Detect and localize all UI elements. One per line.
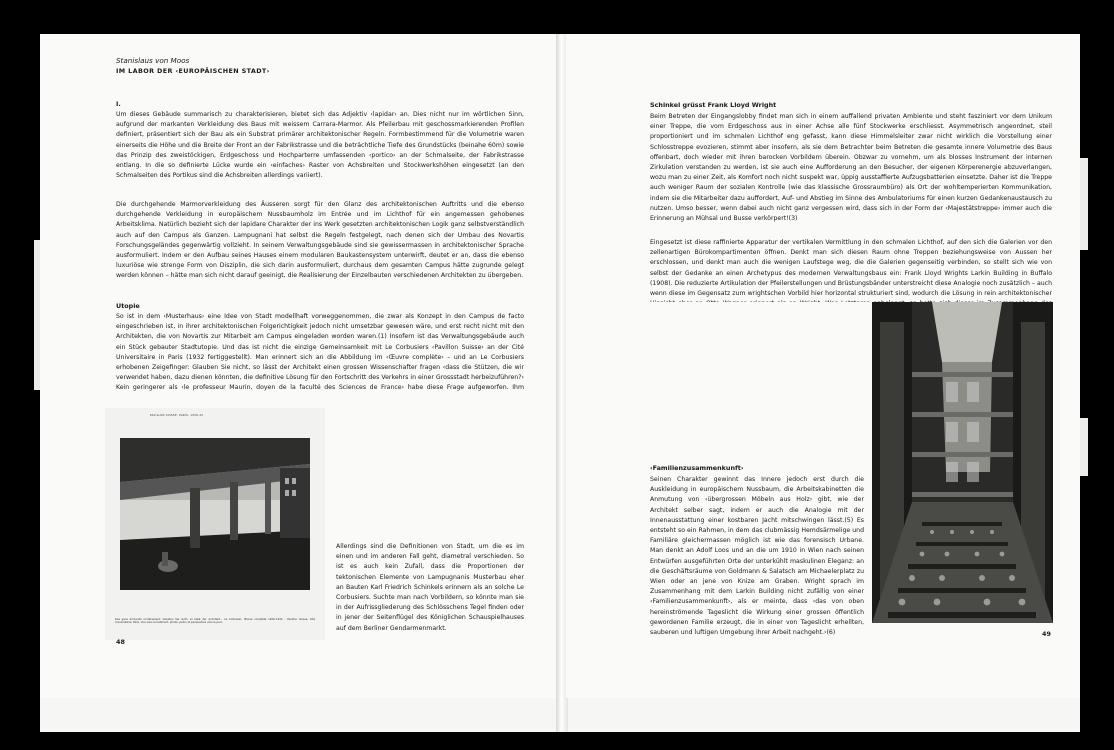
essay-title: IM LABOR DER ‹EUROPÄISCHEN STADT›	[116, 67, 270, 75]
photo-header: PAVILLON SUISSE, PARIS, 1930-32	[150, 414, 204, 417]
photo-caption: Des gens éminents s'intéressent: Glauben Sie nicht, so lässt der Architekt... Le Corbusier, Œuvre complète 1929–1934 – Pavillon Suisse, Cité Universitaire, Paris. Vue sous le bâtiment, pilotis, jardin et perspective vers le parc.	[115, 618, 315, 625]
pavillon-suisse-photo	[120, 438, 310, 590]
larkin-building-photo	[872, 302, 1053, 623]
paragraph-2: Die durchgehende Marmorverkleidung des Äusseren sorgt für den Glanz des architektonischen Auftritts und die ebenso durchgehende Verkleidung in europäischem Nussbaumholz im Entrée und im Lichthof für ein angemessen gehobenes Arbeitsklima. Natürlich bezieht sich der lapidare Charakter der ins Werk gesetzten architektonischen Logik ganz selbstverständlich auch auf den Campus als Ganzen. Lampugnani hat selbst die Regeln festgelegt, nach denen sich der Umbau des Novartis Forschungsgeländes gegenwärtig vollzieht. In seinem Verwaltungsgebäude sind sie gewissermassen in architektonischer Sprache ausformuliert. Indem er den Aufbau seines Hauses einem modularen Baukastensystem unterwirft, deutet er an, dass die ebenso luxuriöse wie strenge Form von Disziplin, die sich darin ausformuliert, durchaus dem gesamten Campus hätte zugrunde gelegt werden können – hätte man sich nicht darauf geeinigt, die Realisierung der Einzelbauten verschiedenen Architekten zu übergeben.	[116, 201, 524, 280]
paragraph-4: Allerdings sind die Definitionen von Stadt, um die es im einen und im anderen Fall geht, diametral verschieden. So ist es auch kein Zufall, dass die Proportionen der tektonischen Elemente von Lampugnanis Musterbau eher an Bauten Karl Friedrich Schinkels erinnern als an solche Le Corbusiers. Suchte man nach Vorbildern, so könnte man sie in der Aufrissgliederung des Schlösschens Tegel finden oder in jener der Seitenflügel des Königlichen Schauspielhauses auf dem Berliner Gendarmenmarkt.	[336, 543, 524, 632]
heading-utopie: Utopie	[116, 302, 140, 310]
paragraph-3-full: So ist in dem ‹Musterhaus› eine Idee von Stadt modellhaft vorweggenommen, die zwar als Konzept in den Campus de facto eingeschrieben ist, in ihrer architektonischen Folgerichtigkeit jedoch nicht umsetzbar gewesen wäre, und erst recht nicht mit den Architekten, die von Novartis zur Mitarbeit am Campus eingeladen worden waren.(1) Insofern ist das Verwaltungsgebäude auch ein Stück gebauter Stadtutopie. Und das ist nicht die einzige Gemeinsamkeit mit Le Corbusiers ‹Pavillon Suisse› an der Cité Universitaire in Paris (1932 fertiggestellt). Man erinnert sich an die Abbildung im ‹Œuvre complète› – und an Le Corbusiers erhobenen Zeigefinger: Glauben Sie nicht, so lässt der Architekt einen grossen Wissenschafter fragen ‹dass die Stützen, die wir verwendet haben, dazu dienen könnten, die definitive Lösung für den Fortschritt des Verkehrs in einer Grossstadt herbeizuführen?› Kein geringerer als ‹le professeur Maurin, doyen de la faculté des Sciences de France› habe diese Frage aufgeworfen. Ihm	[116, 313, 524, 392]
paragraph-1: Um dieses Gebäude summarisch zu charakterisieren, bietet sich das Adjektiv ‹lapidar› an. Dies nicht nur im wörtlichen Sinn, aufgrund der markanten Verkleidung des Baus mit weissem Carrara-Marmor. Als Pfeilerbau mit geschossmarkierenden Profilen definiert, präsentiert sich der Bau als ein Substrat primärer architektonischer Regeln. Formbestimmend für die Volumetrie waren einerseits die Höhe und die Breite der Front an der Fabrikstrasse und die beträchtliche Tiefe des Grundstücks (beinahe 60m) sowie das Prinzip des zweistöckigen, Erdgeschoss und Hochparterre umfassenden ‹portico› an der Schmalseite, der Fabrikstrasse entlang. In die so definierte Lücke wurde ein ‹einfaches› Raster von Achsbreiten und Stockwerkshöhen eingesetzt (an den Schmalseiten des Portikus sind die Achsbreiten allerdings variiert).	[116, 111, 524, 180]
right-page	[566, 34, 1080, 698]
right-paragraph-1: Beim Betreten der Eingangslobby findet man sich in einem auffallend privaten Ambiente und steht fasziniert vor dem Unikum einer Treppe, die vom Erdgeschoss aus in einer Achse alle fünf Stockwerke erschliesst. Asymmetrisch angeordnet, steil proportioniert und im schmalen Lichthof eng gefasst, kann diese Himmelsleiter zwar nicht wirklich die Vorstellung einer Schlosstreppe evozieren, stimmt aber insofern, als sie dem Betrachter beim Betreten die gesamte innere Volumetrie des Baus offenbart, doch wieder mit ihren barocken Vorbildern überein. Obzwar zu vornehm, um als blosses Instrument der internen Zirkulation verstanden zu werden, ist sie auch eine Aufforderung an den Besucher, der eigenen Körperenergie abzuverlangen, wozu man zu einer Zeit, als Komfort noch nicht suspekt war, üppig ausstaffierte Aufzugsbatterien einsetzte. Daher ist die Treppe auch weniger Raum der sozialen Kontrolle (wie das klassische Grossraumbüro) als Ort der wohltemperierten Kommunikation, indem sie die Mitarbeiter dazu auffordert, Auf- und Abstieg im Sinne des Ambulatoriums für einen kurzen Gedankenaustausch zu nutzen. Umso besser, wenn dabei auch nicht ganz vergessen wird, dass sich in der Form der ‹Majestätstreppe› immer auch die Erinnerung an Mühsal und Busse verkörpert!(3)	[650, 113, 1052, 223]
right-paragraph-2: Eingesetzt ist diese raffinierte Apparatur der vertikalen Vermittlung in den schmalen Lichthof, auf den sich die Galerien vor den zellenartigen Bürokompartimenten öffnen. Denkt man sich diesen Raum ohne Treppen beziehungsweise von Aussen her erschlossen, und denkt man auch die wenigen Laufstege weg, die die Galerien gegenseitig verbinden, so stellt sich wie von selbst der Gedanke an einen Archetypus des modernen Verwaltungsbaus ein: Frank Lloyd Wrights Larkin Building in Buffalo (1908). Die reduzierte Artikulation der Pfeilerstellungen und Brüstungsbänder unterstreicht diese Analogie noch zusätzlich – auch wenn diese im Gegensatz zum wrightschen Vorbild hier horizontal strukturiert sind, wodurch die Lösung in rein architektonischer	[650, 239, 1052, 298]
heading-schinkel: Schinkel grüsst Frank Lloyd Wright	[650, 101, 777, 109]
right-paragraph-3: Seinen Charakter gewinnt das Innere jedoch erst durch die Auskleidung in europäischem Nussbaum, die Arbeitskabinetten die Anmutung von ‹übergrossen Möbeln aus Holz› gibt, wie der Architekt selber sagt, indem er auch die Analogie mit der Innenausstattung einer kostbaren Jacht mitschwingen lässt.(5) Es entsteht so ein Rahmen, in dem das clubmässig Hemdsärmelige und Familiäre gleichermassen möglich ist wie das forensisch Urbane. Man denkt an Adolf Loos und an die um 1910 in Wien nach seinen Entwürfen ausgeführten Orte der unterkühlt maskulinen Eleganz: an die Geschäftsräume von Goldmann & Salatsch am Michaelerplatz zu Wien oder an jene von Knize am Graben. Wright sprach im Zusammenhang mit dem Larkin Building nicht zufällig von einer ‹Familienzusammenkunft›, als er meinte, dass ‹das von oben hereinströmende Tageslicht die Wirkung einer grossen öffentlich gewordenen Familie erzeugt, die in einer von Tageslicht erhellten, sauberen und luftigen Umgebung ihrer Arbeit nachgeht.›(6)	[650, 476, 864, 637]
section-number: I.	[116, 100, 121, 108]
author-name: Stanislaus von Moos	[116, 56, 190, 65]
left-page	[40, 34, 560, 698]
right-paragraph-2-continued	[650, 304, 864, 454]
heading-familienzusammenkunft: ‹Familienzusammenkunft›	[650, 464, 744, 472]
page-number-right: 49	[1042, 630, 1051, 638]
page-number-left: 48	[116, 638, 125, 646]
